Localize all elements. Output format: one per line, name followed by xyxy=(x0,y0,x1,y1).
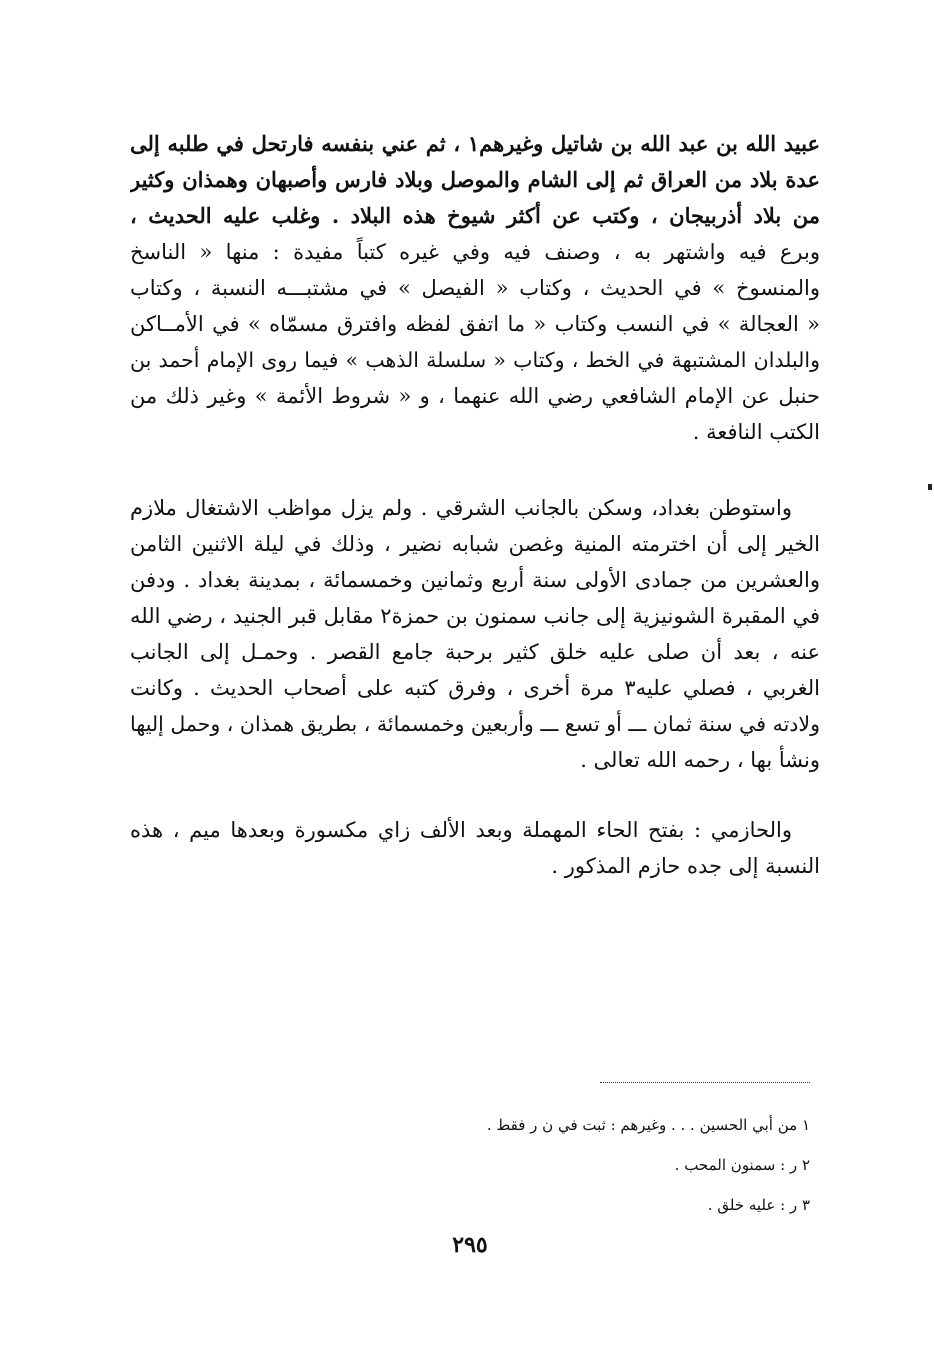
text-line: الكتب النافعة . xyxy=(692,420,820,444)
footnote-2: ٢ ر : سمنون المحب . xyxy=(674,1156,810,1174)
paragraph-1 xyxy=(130,126,820,450)
text-line: حنبل عن الإمام الشافعي رضي الله عنهما ، و « شروط الأئمة » وغير ذلك من xyxy=(130,384,820,408)
text-line: عدة بلاد من العراق ثم إلى الشام والموصل وبلاد فارس وأصبهان وهمذان وكثير xyxy=(130,167,820,192)
footnote-separator xyxy=(600,1082,810,1083)
text-line: والحازمي : بفتح الحاء المهملة وبعد الألف زاي مكسورة وبعدها ميم ، هذه xyxy=(130,818,792,842)
text-line: عنه ، بعد أن صلى عليه خلق كثير برحبة جامع القصر . وحمـل إلى الجانب xyxy=(130,640,820,664)
text-line: من بلاد أذربيجان ، وكتب عن أكثر شيوخ هذه البلاد . وغلب عليه الحديث ، xyxy=(130,203,820,228)
text-line: ولادته في سنة ثمان ـــ أو تسع ـــ وأربعين وخمسمائة ، بطريق همذان ، وحمل إليها xyxy=(130,712,820,736)
text-line: والعشرين من جمادى الأولى سنة أربع وثمانين وخمسمائة ، بمدينة بغداد . ودفن xyxy=(130,568,820,592)
text-line: « العجالة » في النسب وكتاب « ما اتفق لفظه وافترق مسمّاه » في الأمــاكن xyxy=(130,312,820,336)
text-line: والمنسوخ » في الحديث ، وكتاب « الفيصل » في مشتبـــه النسبة ، وكتاب xyxy=(130,276,820,300)
text-line: والبلدان المشتبهة في الخط ، وكتاب « سلسلة الذهب » فيما روى الإمام أحمد بن xyxy=(130,348,820,372)
margin-mark xyxy=(928,484,932,490)
paragraph-3 xyxy=(130,812,820,884)
text-line: وبرع فيه واشتهر به ، وصنف فيه وفي غيره كتباً مفيدة : منها « الناسخ xyxy=(130,240,820,264)
paragraph-2 xyxy=(130,490,820,778)
text-line: عبيد الله بن عبد الله بن شاتيل وغيرهم١ ، ثم عني بنفسه فارتحل في طلبه إلى xyxy=(130,131,820,156)
text-line: في المقبرة الشونيزية إلى جانب سمنون بن حمزة٢ مقابل قبر الجنيد ، رضي الله xyxy=(130,604,820,628)
text-line: ونشأ بها ، رحمه الله تعالى . xyxy=(580,748,820,772)
footnote-3: ٣ ر : عليه خلق . xyxy=(707,1196,810,1214)
footnote-1: ١ من أبي الحسين . . . وغيرهم : ثبت في ن ر فقط . xyxy=(486,1116,810,1134)
text-line: الخير إلى أن اخترمته المنية وغصن شبابه نضير ، وذلك في ليلة الاثنين الثامن xyxy=(130,532,820,556)
text-line: الغربي ، فصلي عليه٣ مرة أخرى ، وفرق كتبه على أصحاب الحديث . وكانت xyxy=(130,676,820,700)
text-line: واستوطن بغداد، وسكن بالجانب الشرقي . ولم يزل مواظب الاشتغال ملازم xyxy=(130,496,792,520)
text-line: النسبة إلى جده حازم المذكور . xyxy=(551,854,820,878)
footnotes xyxy=(380,1105,810,1225)
page-number: ٢٩٥ xyxy=(452,1232,488,1258)
